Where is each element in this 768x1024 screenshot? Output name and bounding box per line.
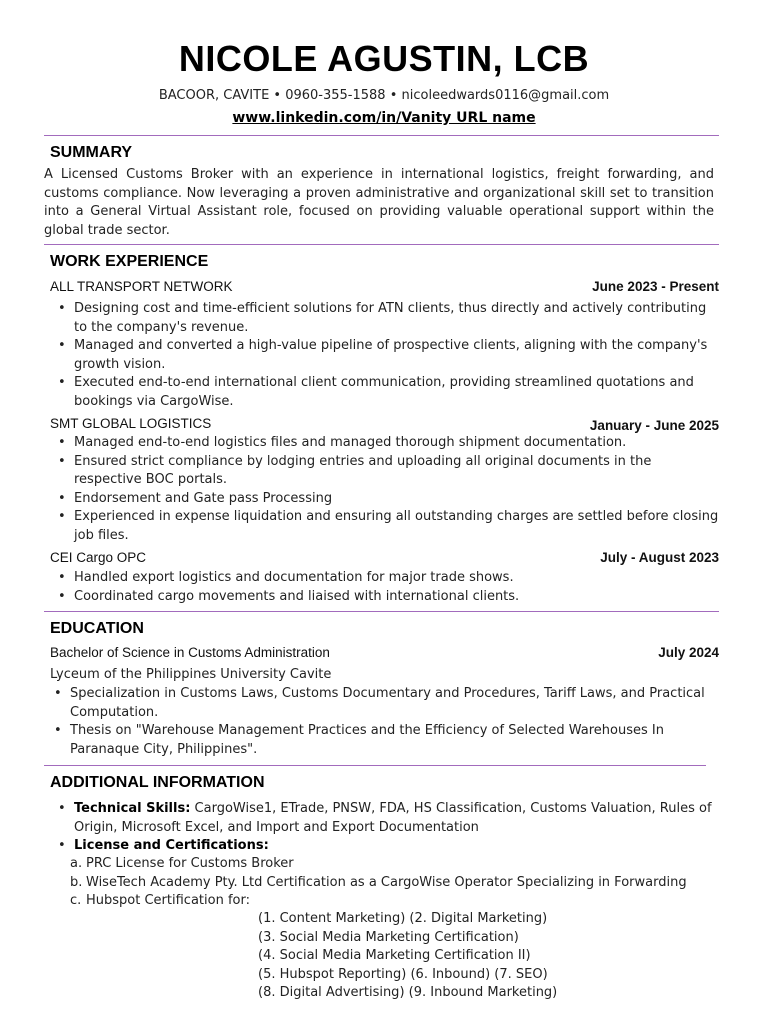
cert-text: Hubspot Certification for: bbox=[86, 893, 250, 908]
school-name: Lyceum of the Philippines University Cavite bbox=[50, 667, 332, 682]
list-item: • Ensured strict compliance by lodging entries and uploading all original documents in the respective BOC portals. bbox=[56, 453, 720, 490]
job-dates: January - June 2025 bbox=[589, 418, 719, 433]
list-marker: b. bbox=[70, 874, 83, 890]
job-bullets bbox=[56, 434, 720, 545]
job-header bbox=[50, 550, 719, 565]
job-company: CEI Cargo OPC bbox=[50, 550, 147, 565]
cert-text: WiseTech Academy Pty. Ltd Certification as a CargoWise Operator Specializing in Forwarding bbox=[86, 874, 687, 890]
list-item: • Thesis on "Warehouse Management Practices and the Efficiency of Selected Warehouses In Paranaque City, Philippines". bbox=[52, 722, 716, 759]
list-item: • Experienced in expense liquidation and ensuring all outstanding charges are settled before closing job files. bbox=[56, 508, 720, 545]
list-item: (3. Social Media Marketing Certification) bbox=[258, 929, 519, 945]
skills-text: CargoWise1, ETrade, PNSW, FDA, HS Classification, Customs Valuation, Rules of Origin, Microsoft Excel, and Import and Export Documentation bbox=[74, 801, 712, 835]
list-item: • Managed end-to-end logistics files and managed thorough shipment documentation. bbox=[56, 434, 720, 453]
degree-title: Bachelor of Science in Customs Administration bbox=[50, 645, 330, 660]
summary-text: A Licensed Customs Broker with an experience in international logistics, freight forwarding, and customs compliance. Now leveraging a proven administrative and organizational skill set to transition into a General Virtual Assistant role, focused on providing valuable operational support within the global trade sector. bbox=[44, 167, 714, 238]
list-item: • Endorsement and Gate pass Processing bbox=[56, 490, 720, 509]
work-experience-heading: WORK EXPERIENCE bbox=[50, 253, 209, 270]
list-item bbox=[70, 874, 720, 893]
cert-text: PRC License for Customs Broker bbox=[86, 856, 294, 871]
degree-header bbox=[50, 645, 719, 660]
certification-list bbox=[70, 855, 720, 911]
job-dates: July - August 2023 bbox=[600, 550, 719, 565]
list-item bbox=[70, 855, 720, 874]
list-item: • Designing cost and time-efficient solutions for ATN clients, thus directly and actively contributing to the company's revenue. bbox=[56, 300, 720, 337]
license-label: License and Certifications: bbox=[74, 838, 269, 853]
divider bbox=[44, 611, 719, 612]
list-item: • Managed and converted a high-value pipeline of prospective clients, aligning with the company's growth vision. bbox=[56, 337, 720, 374]
list-item bbox=[56, 837, 720, 856]
list-marker: c. bbox=[70, 893, 82, 908]
job-dates: June 2023 - Present bbox=[592, 279, 719, 294]
job-bullets bbox=[56, 569, 720, 606]
summary-heading: SUMMARY bbox=[50, 144, 133, 161]
list-item: • Coordinated cargo movements and liaised with international clients. bbox=[56, 588, 720, 607]
job-header bbox=[50, 279, 719, 294]
education-heading: EDUCATION bbox=[50, 620, 144, 637]
additional-list bbox=[56, 800, 720, 856]
list-item: (8. Digital Advertising) (9. Inbound Marketing) bbox=[258, 985, 558, 1000]
job-company: SMT GLOBAL LOGISTICS bbox=[50, 416, 212, 431]
degree-date: July 2024 bbox=[658, 645, 719, 660]
list-item: (5. Hubspot Reporting) (6. Inbound) (7. SEO) bbox=[258, 966, 548, 982]
job-header bbox=[50, 416, 719, 433]
list-item bbox=[56, 800, 720, 837]
list-item: • Handled export logistics and documentation for major trade shows. bbox=[56, 569, 720, 588]
divider bbox=[44, 765, 706, 766]
additional-info-heading: ADDITIONAL INFORMATION bbox=[50, 774, 265, 791]
list-item bbox=[70, 892, 720, 911]
job-company: ALL TRANSPORT NETWORK bbox=[50, 279, 233, 294]
divider bbox=[44, 135, 719, 136]
list-item: (4. Social Media Marketing Certification II) bbox=[258, 948, 531, 963]
skills-label: Technical Skills: bbox=[74, 801, 191, 816]
contact-line: BACOOR, CAVITE • 0960-355-1588 • nicoleedwards0116@gmail.com bbox=[158, 88, 610, 103]
linkedin-link[interactable]: www.linkedin.com/in/Vanity URL name bbox=[232, 110, 536, 126]
education-bullets bbox=[52, 685, 716, 759]
hubspot-list bbox=[258, 910, 557, 1003]
list-marker: a. bbox=[70, 856, 83, 871]
list-item: • Specialization in Customs Laws, Customs Documentary and Procedures, Tariff Laws, and Practical Computation. bbox=[52, 685, 716, 722]
list-item: (1. Content Marketing) (2. Digital Marketing) bbox=[258, 911, 548, 926]
job-bullets bbox=[56, 300, 720, 411]
list-item: • Executed end-to-end international client communication, providing streamlined quotations and bookings via CargoWise. bbox=[56, 374, 720, 411]
candidate-name: NICOLE AGUSTIN, LCB bbox=[178, 38, 590, 79]
divider bbox=[44, 244, 719, 245]
